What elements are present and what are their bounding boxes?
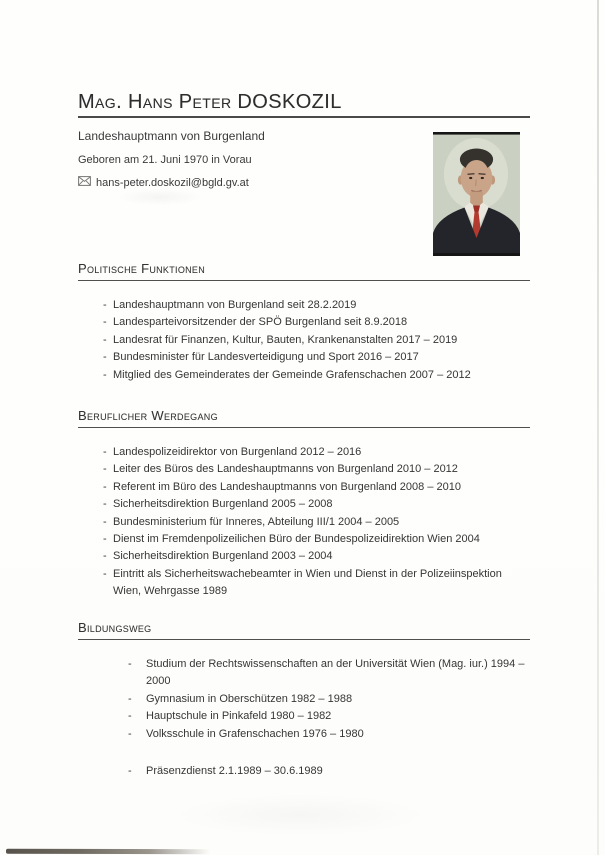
- list-item-text: Sicherheitsdirektion Burgenland 2005 – 2008: [113, 498, 333, 511]
- portrait-photo: [433, 132, 520, 256]
- bullet-dash: -: [103, 351, 107, 364]
- list-item: [78, 367, 530, 384]
- list-item-text: Präsenzdienst 2.1.1989 – 30.6.1989: [146, 765, 323, 778]
- list-item-text: Dienst im Fremdenpolizeilichen Büro der Bundespolizeidirektion Wien 2004: [113, 533, 480, 546]
- list-item: [78, 479, 530, 496]
- bullet-dash: -: [103, 498, 107, 511]
- bullet-dash: -: [103, 299, 107, 311]
- list-item: [78, 566, 530, 601]
- section-title: Politische Funktionen: [78, 261, 530, 281]
- envelope-icon: [78, 176, 91, 189]
- list-item-text: Studium der Rechtswissenschaften an der Universität Wien (Mag. iur.) 1994 – 2000: [146, 658, 525, 688]
- list-item-text: Volksschule in Grafenschachen 1976 – 1980: [146, 727, 364, 740]
- header: [78, 92, 530, 118]
- list-item: [78, 548, 530, 565]
- list-item: [78, 444, 530, 461]
- list-item: [78, 297, 530, 314]
- person-email: hans-peter.doskozil@bgld.gv.at: [96, 176, 249, 189]
- bullet-dash: -: [103, 550, 107, 563]
- bullet-dash: -: [103, 515, 107, 528]
- bullet-dash: -: [103, 567, 107, 580]
- list-item: [78, 708, 530, 725]
- list-item: [78, 461, 530, 478]
- bullet-dash: -: [128, 658, 132, 670]
- list-item: [78, 531, 530, 548]
- list-item: [78, 349, 530, 366]
- bullet-dash: -: [128, 727, 132, 740]
- list-item-text: Landesparteivorsitzender der SPÖ Burgenland seit 8.9.2018: [113, 316, 408, 329]
- person-birth: Geboren am 21. Juni 1970 in Vorau: [78, 154, 252, 166]
- list-item-text: Bundesminister für Landesverteidigung und Sport 2016 – 2017: [113, 351, 419, 364]
- list-item: [78, 514, 530, 531]
- list-item-text: Landesrat für Finanzen, Kultur, Bauten, Krankenanstalten 2017 – 2019: [113, 333, 458, 346]
- section-list: [78, 297, 530, 384]
- list-item-text: Landeshauptmann von Burgenland seit 28.2.2019: [113, 299, 357, 311]
- bullet-dash: -: [103, 480, 107, 493]
- list-item-text: Mitglied des Gemeinderates der Gemeinde Grafenschachen 2007 – 2012: [113, 368, 471, 381]
- bullet-dash: -: [103, 463, 107, 476]
- list-item: [78, 656, 530, 691]
- list-item-text: Hauptschule in Pinkafeld 1980 – 1982: [146, 710, 332, 723]
- scan-edge-artifact: [597, 0, 599, 855]
- list-item: [78, 763, 530, 780]
- section-list: [78, 656, 530, 780]
- bullet-dash: -: [103, 368, 107, 381]
- bullet-dash: -: [128, 710, 132, 723]
- list-item-text: Referent im Büro des Landeshauptmanns von Burgenland 2008 – 2010: [113, 480, 461, 493]
- section-list: [78, 444, 530, 601]
- list-item-text: Eintritt als Sicherheitswachebeamter in Wien und Dienst in der Polizeiinspektion Wien, Wehrgasse 1989: [113, 567, 502, 598]
- list-item: [78, 691, 530, 708]
- list-item: [78, 332, 530, 349]
- section-title: Bildungsweg: [78, 620, 530, 640]
- list-item-text: Bundesministerium für Inneres, Abteilung III/1 2004 – 2005: [113, 515, 400, 528]
- section-beruflicher-werdegang: [78, 408, 530, 601]
- bullet-dash: -: [128, 692, 132, 705]
- section-bildungsweg: [78, 620, 530, 780]
- bullet-dash: -: [128, 765, 132, 778]
- list-item-text: Gymnasium in Oberschützen 1982 – 1988: [146, 692, 353, 705]
- section-title: Beruflicher Werdegang: [78, 408, 530, 428]
- bullet-dash: -: [103, 316, 107, 329]
- person-email-line: [78, 176, 249, 189]
- list-item-text: Landespolizeidirektor von Burgenland 2012 – 2016: [113, 446, 362, 458]
- list-item: [78, 314, 530, 331]
- person-role: Landeshauptmann von Burgenland: [78, 129, 265, 143]
- list-item: [78, 496, 530, 513]
- bullet-dash: -: [103, 533, 107, 546]
- section-politische-funktionen: [78, 261, 530, 384]
- bullet-dash: -: [103, 446, 107, 458]
- bullet-dash: -: [103, 333, 107, 346]
- scan-shadow-artifact: [6, 849, 210, 855]
- list-item-text: Sicherheitsdirektion Burgenland 2003 – 2004: [113, 550, 333, 563]
- person-name: Mag. Hans Peter DOSKOZIL: [78, 92, 530, 118]
- list-item-text: Leiter des Büros des Landeshauptmanns von Burgenland 2010 – 2012: [113, 463, 458, 476]
- list-item: [78, 726, 530, 743]
